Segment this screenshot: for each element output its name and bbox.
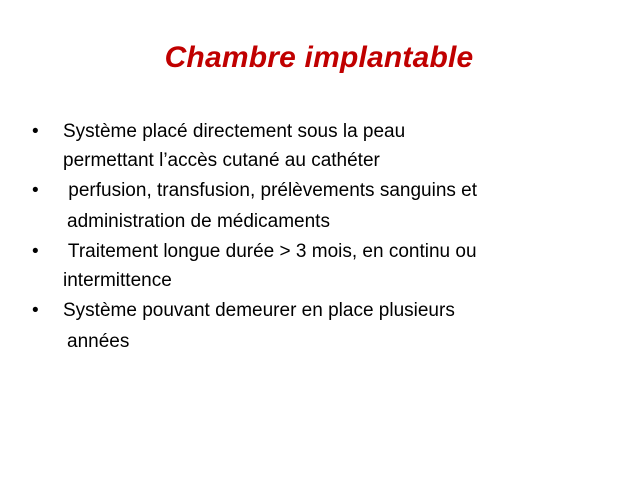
bullet-text-line: Traitement longue durée > 3 mois, en continu ou <box>63 241 477 262</box>
bullet-text-line: perfusion, transfusion, prélèvements sanguins et <box>63 180 478 201</box>
bullet-icon: • <box>32 180 39 201</box>
bullet-text-line: permettant l’accès cutané au cathéter <box>63 150 380 171</box>
bullet-item <box>32 175 602 237</box>
bullet-text-line: Système placé directement sous la peau <box>63 121 406 142</box>
bullet-text-line: administration de médicaments <box>67 211 330 232</box>
bullet-item <box>32 237 602 295</box>
bullet-icon: • <box>32 121 39 142</box>
bullet-item <box>32 295 602 357</box>
bullet-icon: • <box>32 241 39 262</box>
bullet-item <box>32 117 602 175</box>
bullet-text-line: Système pouvant demeurer en place plusieurs <box>63 300 455 321</box>
bullet-text-line: intermittence <box>63 270 172 291</box>
bullet-text-line: années <box>67 331 130 352</box>
bullet-list <box>32 117 602 357</box>
slide-title: Chambre implantable <box>164 41 474 74</box>
bullet-icon: • <box>32 300 39 321</box>
